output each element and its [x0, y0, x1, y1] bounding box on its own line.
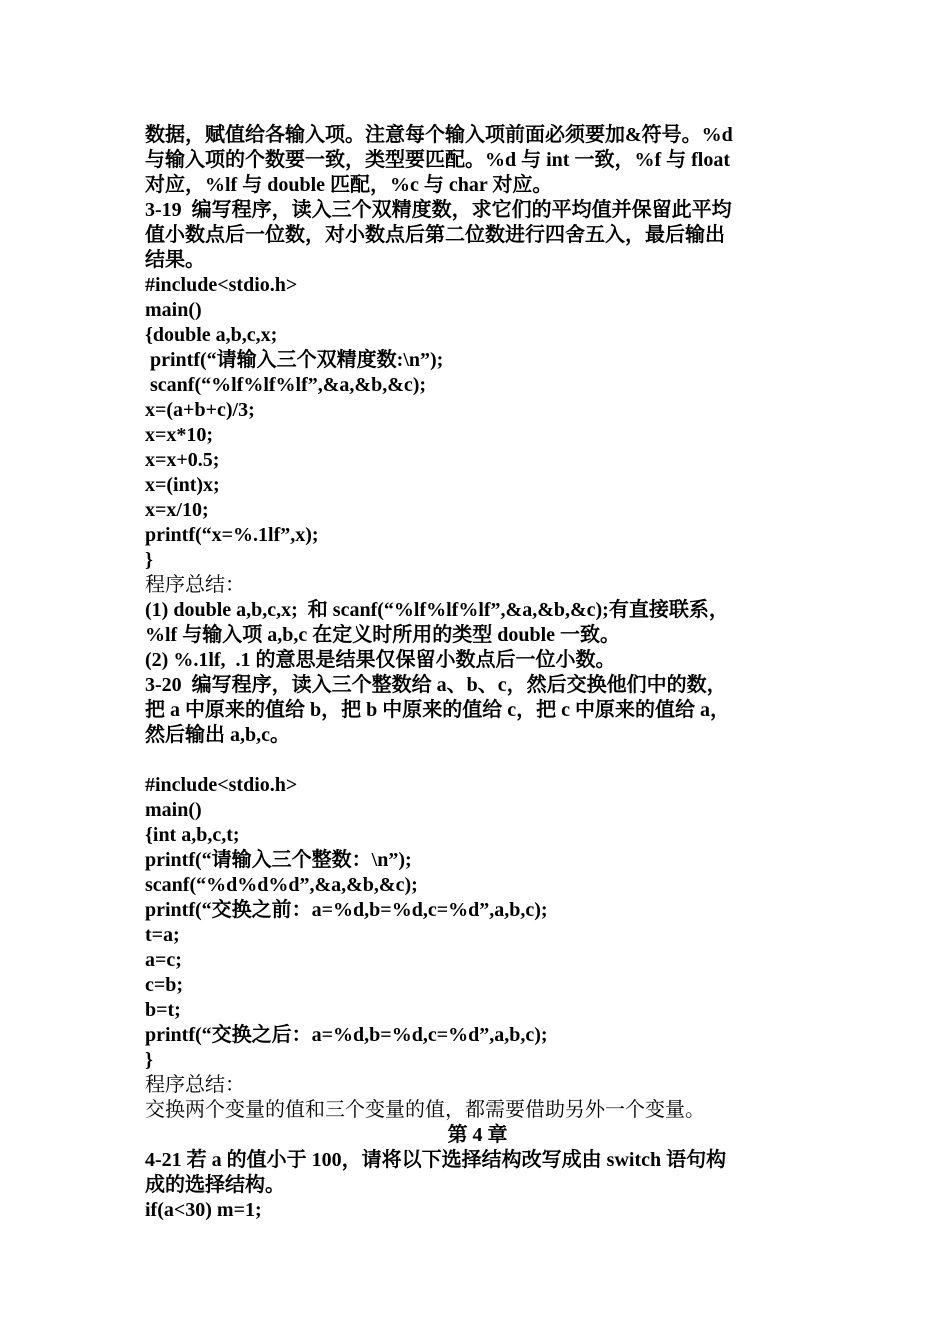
text-line: 结果。: [145, 249, 205, 271]
text-line: x=(a+b+c)/3;: [145, 399, 255, 421]
text-line: printf(“交换之前：a=%d,b=%d,c=%d”,a,b,c);: [145, 899, 548, 921]
text-line: x=(int)x;: [145, 474, 220, 496]
text-line: #include<stdio.h>: [145, 274, 298, 296]
text-line: (2) %.1lf, .1 的意思是结果仅保留小数点后一位小数。: [145, 649, 616, 671]
text-line: x=x+0.5;: [145, 449, 220, 471]
text-line: 对应，%lf 与 double 匹配，%c 与 char 对应。: [145, 174, 553, 196]
text-line: (1) double a,b,c,x; 和 scanf(“%lf%lf%lf”,&a,&b,&c);有直接联系，: [145, 599, 729, 621]
text-line: b=t;: [145, 999, 181, 1021]
text-line: 数据，赋值给各输入项。注意每个输入项前面必须要加&符号。%d: [145, 124, 733, 146]
document-body: [145, 123, 810, 1223]
text-line: printf(“请输入三个整数：\n”);: [145, 849, 412, 871]
text-line: 值小数点后一位数，对小数点后第二位数进行四舍五入，最后输出: [145, 224, 725, 246]
text-line: {int a,b,c,t;: [145, 824, 240, 846]
text-line: a=c;: [145, 949, 182, 971]
text-line: {double a,b,c,x;: [145, 324, 278, 346]
text-line: 3-19 编写程序，读入三个双精度数，求它们的平均值并保留此平均: [145, 199, 732, 221]
text-line: printf(“请输入三个双精度数:\n”);: [145, 349, 444, 371]
text-line: printf(“x=%.1lf”,x);: [145, 524, 319, 546]
text-line: main(): [145, 299, 202, 321]
text-line: x=x*10;: [145, 424, 214, 446]
text-line: 与输入项的个数要一致，类型要匹配。%d 与 int 一致，%f 与 float: [145, 149, 730, 171]
text-line: 把 a 中原来的值给 b，把 b 中原来的值给 c，把 c 中原来的值给 a，: [145, 699, 730, 721]
text-line: 4-21 若 a 的值小于 100，请将以下选择结构改写成由 switch 语句构: [145, 1149, 727, 1171]
text-line: #include<stdio.h>: [145, 774, 298, 796]
text-line: x=x/10;: [145, 499, 209, 521]
text-line: 交换两个变量的值和三个变量的值，都需要借助另外一个变量。: [145, 1099, 705, 1121]
text-line: 3-20 编写程序，读入三个整数给 a、b、c，然后交换他们中的数，: [145, 674, 727, 696]
text-line: scanf(“%d%d%d”,&a,&b,&c);: [145, 874, 418, 896]
blank-line: [145, 748, 810, 773]
text-line: c=b;: [145, 974, 184, 996]
chapter-heading: 第 4 章: [447, 1124, 508, 1146]
text-line: if(a<30) m=1;: [145, 1199, 262, 1221]
text-line: 成的选择结构。: [145, 1174, 285, 1196]
text-line: %lf 与输入项 a,b,c 在定义时所用的类型 double 一致。: [145, 624, 621, 646]
text-line: 程序总结：: [145, 1074, 245, 1096]
text-line: printf(“交换之后：a=%d,b=%d,c=%d”,a,b,c);: [145, 1024, 548, 1046]
text-line: }: [145, 549, 153, 571]
text-line: 程序总结：: [145, 574, 245, 596]
text-line: }: [145, 1049, 153, 1071]
text-line: 然后输出 a,b,c。: [145, 724, 290, 746]
text-line: scanf(“%lf%lf%lf”,&a,&b,&c);: [145, 374, 427, 396]
text-line: t=a;: [145, 924, 180, 946]
text-line: main(): [145, 799, 202, 821]
